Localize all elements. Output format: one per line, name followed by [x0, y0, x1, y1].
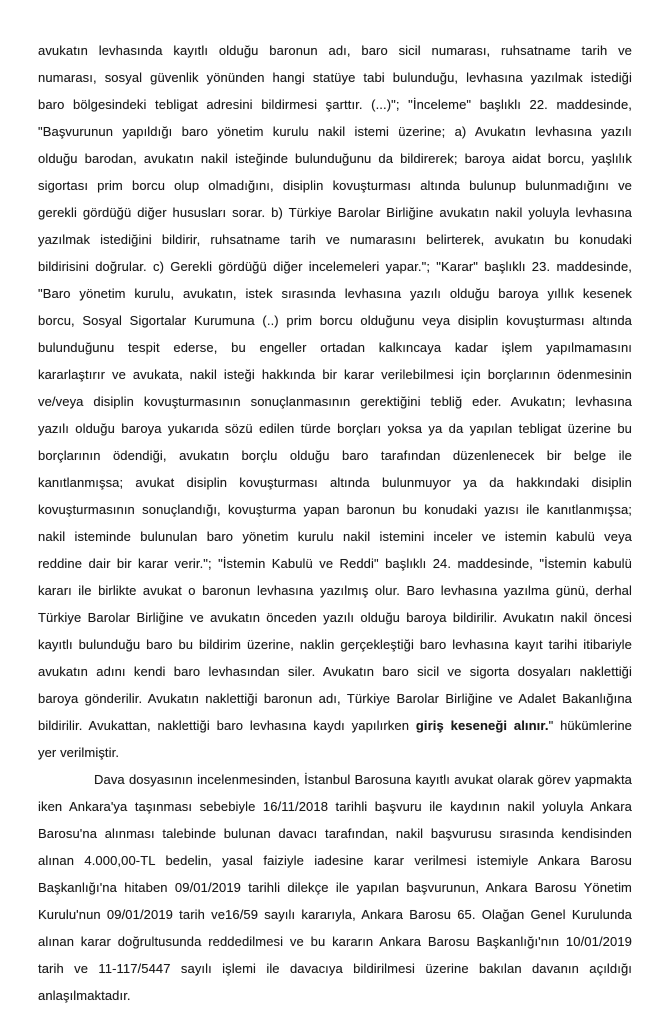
text-line: yazılmak istediğini bildirir, ruhsatname tarih ve numarasını belirterek, avukatın bu konudaki	[38, 232, 632, 247]
text-line: kanıtlanmışsa; avukat disiplin kovuşturması altında bulunmuyor ya da hakkındaki disiplin	[38, 475, 632, 490]
text-line: Türkiye Barolar Birliğine ve avukatın önceden yazılı olduğu baroya bildirilir. Avukatın nakil öncesi	[38, 610, 632, 625]
text-line: kararlaştırır ve avukata, nakil isteği hakkında bir karar verilebilmesi için borçlarının ödenmesinin	[38, 367, 632, 382]
text-line: numarası, sosyal güvenlik yönünden hangi statüye tabi bulunduğu, levhasına yazılmak istediği	[38, 70, 632, 85]
text-line: alınan karar doğrultusunda reddedilmesi ve bu kararın Ankara Barosu Başkanlığı'nın 10/01/2019	[38, 934, 632, 949]
text-line: Dava dosyasının incelenmesinden, İstanbul Barosuna kayıtlı avukat olarak görev yapmakta	[94, 772, 632, 787]
text-line: "Baro yönetim kurulu, avukatın, istek sırasında levhasına yazılı olduğu baroya yıllık kesenek	[38, 286, 632, 301]
text-line: sigortası prim borcu olup olmadığını, disiplin kovuşturması altında bulunup bulunmadığını ve	[38, 178, 632, 193]
text-line: "Başvurunun yapıldığı baro yönetim kurulu nakil istemi üzerine; a) Avukatın levhasına yazılı	[38, 124, 632, 139]
text-line: Kurulu'nun 09/01/2019 tarih ve16/59 sayılı kararıyla, Ankara Barosu 65. Olağan Genel Kurulunda	[38, 907, 632, 922]
bold-text: giriş keseneği alınır.	[415, 718, 549, 733]
text-line: anlaşılmaktadır.	[38, 988, 131, 1003]
text-line: alınan 4.000,00-TL bedelin, yasal faiziyle iadesine karar verilmesi istemiyle Ankara Barosu	[38, 853, 632, 868]
text-line: ve/veya disiplin kovuşturmasının sonuçlanmasının gerektiğini tebliğ eder. Avukatın; levhasına	[38, 394, 632, 409]
text-line: gerekli gördüğü diğer hususları sorar. b) Türkiye Barolar Birliğine avukatın nakil yoluyla levhasına	[38, 205, 632, 220]
text-line: Barosu'na alınması talebinde bulunan davacı tarafından, nakil başvurusu sırasında kendisinden	[38, 826, 632, 841]
text-line: Başkanlığı'na hitaben 09/01/2019 tarihli dilekçe ile yapılan başvurunun, Ankara Barosu Yönetim	[38, 880, 632, 895]
text-line: kovuşturmasının sonuçlandığı, kovuşturma yapan baronun bu konudaki yazısı ile kanıtlanmışsa;	[38, 502, 632, 517]
text-line: avukatın adını kendi baro levhasından siler. Avukatın baro sicil ve sigorta dosyaları naklettiği	[38, 664, 632, 679]
text-line: nakil isteminde bulunulan baro yönetim kurulu nakil istemini inceler ve istemin kabulü veya	[38, 529, 632, 544]
text-line: yazılı olduğu baroya yukarıda sözü edilen türde borçları yoksa ya da yapılan tebligat üzerine bu	[38, 421, 632, 436]
text-line: bulunduğunu tespit ederse, bu engeller ortadan kalkıncaya kadar işlem yapılmamasını	[38, 340, 632, 355]
text-line: tarih ve 11-117/5447 sayılı işlemi ile davacıya bildirilmesi üzerine bakılan davanın açıldığı	[38, 961, 632, 976]
text-line: baro bölgesindeki tebligat adresini bildirmesi şarttır. (...)"; "İnceleme" başlıklı 22. maddesinde,	[38, 97, 632, 112]
document-text-block	[38, 37, 632, 1009]
text-line: bildirisini doğrular. c) Gerekli gördüğü diğer incelemeleri yapar."; "Karar" başlıklı 23. maddesinde,	[38, 259, 632, 274]
plain-text: " hükümlerine	[548, 718, 632, 733]
paragraph-1	[38, 37, 632, 766]
text-line: kararı ile birlikte avukat o baronun levhasına yazılmış olur. Baro levhasına yazılma günü, derhal	[38, 583, 632, 598]
text-line: kayıtlı bulunduğu baro bu bildirim üzerine, naklin gerçekleştiği baro levhasına kayıt tarihi itibariyle	[38, 637, 632, 652]
text-line: borcu, Sosyal Sigortalar Kurumuna (..) prim borcu olduğunu veya disiplin kovuşturması altında	[38, 313, 632, 328]
text-line: avukatın levhasında kayıtlı olduğu baronun adı, baro sicil numarası, ruhsatname tarih ve	[38, 43, 632, 58]
text-line: baroya gönderilir. Avukatın naklettiği baronun adı, Türkiye Barolar Birliğine ve Adalet Bakanlığına	[38, 691, 632, 706]
plain-text: bildirilir. Avukattan, naklettiği baro levhasına kaydı yapılırken	[38, 718, 416, 733]
text-line: iken Ankara'ya taşınması sebebiyle 16/11/2018 tarihli başvuru ile kaydının nakil yoluyla Ankara	[38, 799, 632, 814]
text-line	[38, 712, 632, 739]
paragraph-2	[38, 766, 632, 1009]
text-line: reddine dair bir karar verir."; "İstemin Kabulü ve Reddi" başlıklı 24. maddesinde, "İstemin kabulü	[38, 556, 632, 571]
text-line: yer verilmiştir.	[38, 745, 120, 760]
text-line: borçlarının ödendiği, avukatın borçlu olduğu baro tarafından düzenlenecek bir belge ile	[38, 448, 632, 463]
text-line: olduğu barodan, avukatın nakil isteğinde bulunduğunu da bildirerek; baroya aidat borcu, yaşlılık	[38, 151, 632, 166]
